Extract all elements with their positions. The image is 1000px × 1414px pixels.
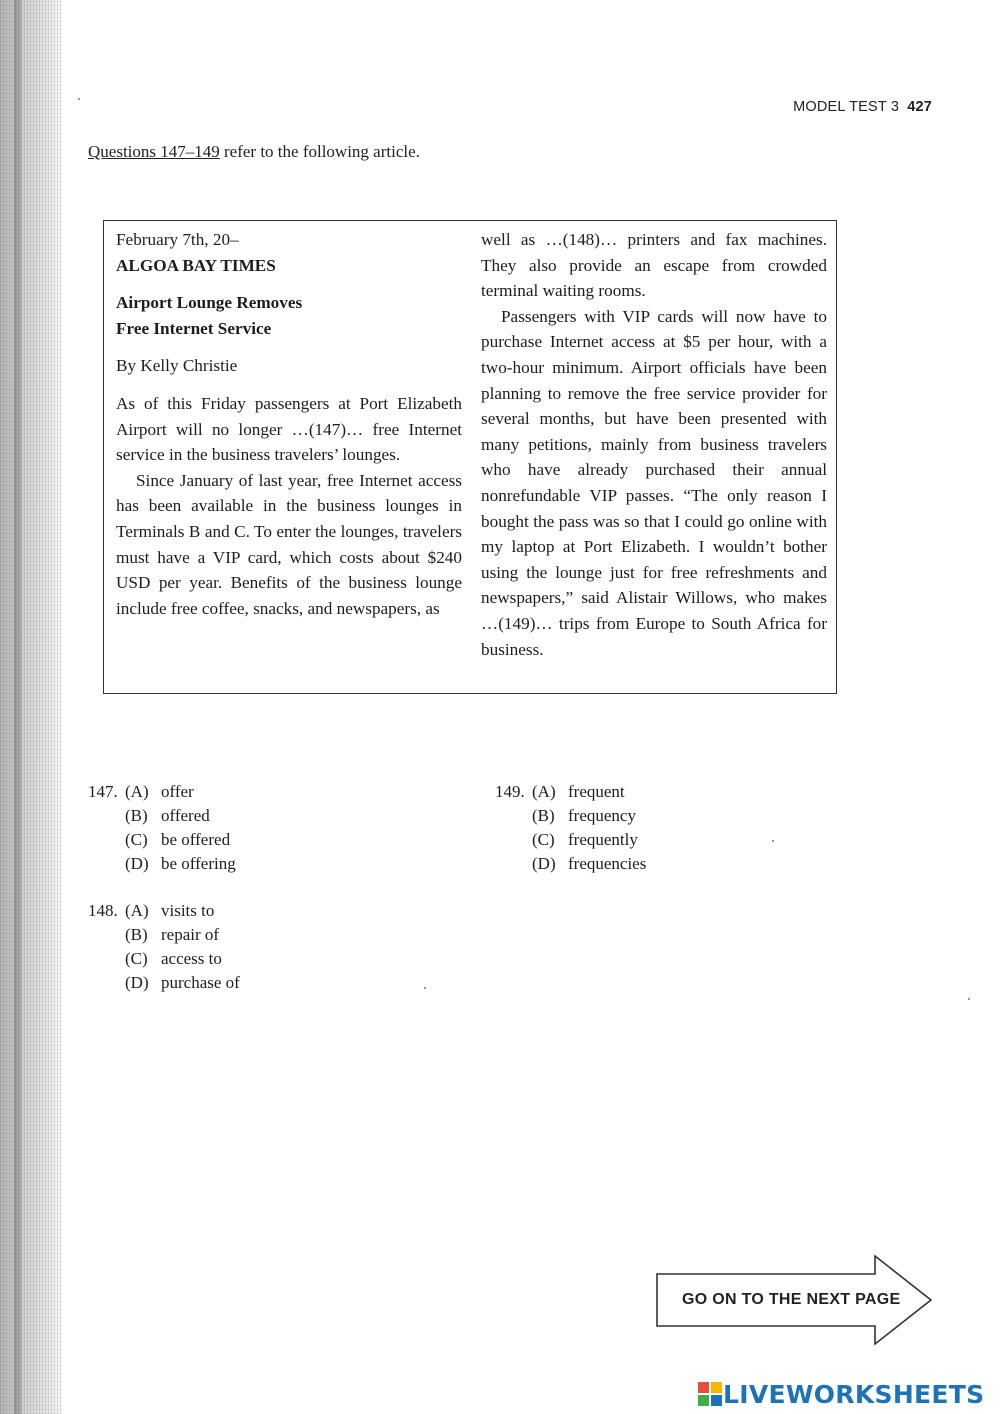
questions-intro (88, 142, 420, 162)
question-option[interactable]: 148. (A) visits to (88, 899, 240, 923)
liveworksheets-logo-icon (698, 1382, 722, 1406)
article-column-right (481, 227, 827, 662)
liveworksheets-logo[interactable] (698, 1379, 984, 1409)
paragraph-1: As of this Friday passengers at Port Elizabeth Airport will no longer …(147)… free Internet service in the business travelers’ lounges. (116, 393, 462, 465)
question-number: 148. (88, 901, 118, 920)
paragraph-2: Since January of last year, free Internet access has been available in the business lounges in Terminals B and C. To enter the lounges, travelers must have a VIP card, which costs about $240 USD per year. Benefits of the business lounge include free coffee, snacks, and newspapers, as (116, 470, 462, 618)
question-option[interactable]: (D) frequencies (532, 854, 647, 873)
question-option[interactable]: 149. (A) frequent (495, 780, 646, 804)
question-option[interactable]: (D) be offering (125, 854, 236, 873)
paragraph-2-continued: well as …(148)… printers and fax machines. They also provide an escape from crowded terminal waiting rooms. (481, 230, 827, 301)
next-page-label: GO ON TO THE NEXT PAGE (682, 1291, 901, 1308)
question-option[interactable]: (B) frequency (532, 806, 636, 825)
byline: By Kelly Christie (116, 356, 238, 376)
question-option[interactable]: 147. (A) offer (88, 780, 236, 804)
question-option[interactable]: (C) be offered (125, 830, 231, 849)
question-option[interactable]: (C) access to (125, 949, 222, 968)
question-option[interactable]: (D) purchase of (125, 973, 240, 992)
speck (968, 998, 970, 1000)
article-date: February 7th, 20– (116, 230, 239, 249)
question-148 (88, 899, 240, 995)
running-head (793, 99, 932, 115)
question-149 (495, 780, 646, 876)
question-option[interactable]: (B) repair of (125, 925, 220, 944)
speck (78, 98, 80, 100)
questions-intro-text: refer to the following article. (219, 142, 420, 161)
newspaper-masthead: ALGOA BAY TIMES (116, 255, 276, 275)
question-147 (88, 780, 236, 876)
question-option[interactable]: (B) offered (125, 806, 210, 825)
page-number: 427 (907, 99, 932, 115)
running-head-title: MODEL TEST 3 (793, 99, 900, 115)
book-spine-shadow (0, 0, 62, 1414)
article-box (103, 220, 837, 694)
question-number: 147. (88, 782, 118, 801)
liveworksheets-wordmark: LIVEWORKSHEETS (723, 1379, 985, 1409)
question-option[interactable]: (C) frequently (532, 830, 638, 849)
question-number: 149. (495, 782, 525, 801)
paragraph-3: Passengers with VIP cards will now have to purchase Internet access at $5 per hour, with a two-hour minimum. Airport officials have been planning to remove the free service provider for several months, but have been presented with many petitions, mainly from business travelers who have already purchased their annual nonrefundable VIP passes. “The only reason I bought the pass was so that I could go online with my laptop at Port Elizabeth. I wouldn’t bother using the lounge just for free refreshments and newspapers,” said Alistair Willows, who makes …(149)… trips from Europe to South Africa for business. (481, 306, 827, 659)
article-column-left (116, 227, 462, 621)
speck (772, 840, 774, 842)
speck (424, 987, 426, 989)
questions-range: Questions 147–149 (88, 142, 220, 161)
spine-edge (14, 0, 22, 1414)
headline-line-1: Airport Lounge Removes (116, 293, 303, 313)
headline-line-2: Free Internet Service (116, 318, 272, 338)
